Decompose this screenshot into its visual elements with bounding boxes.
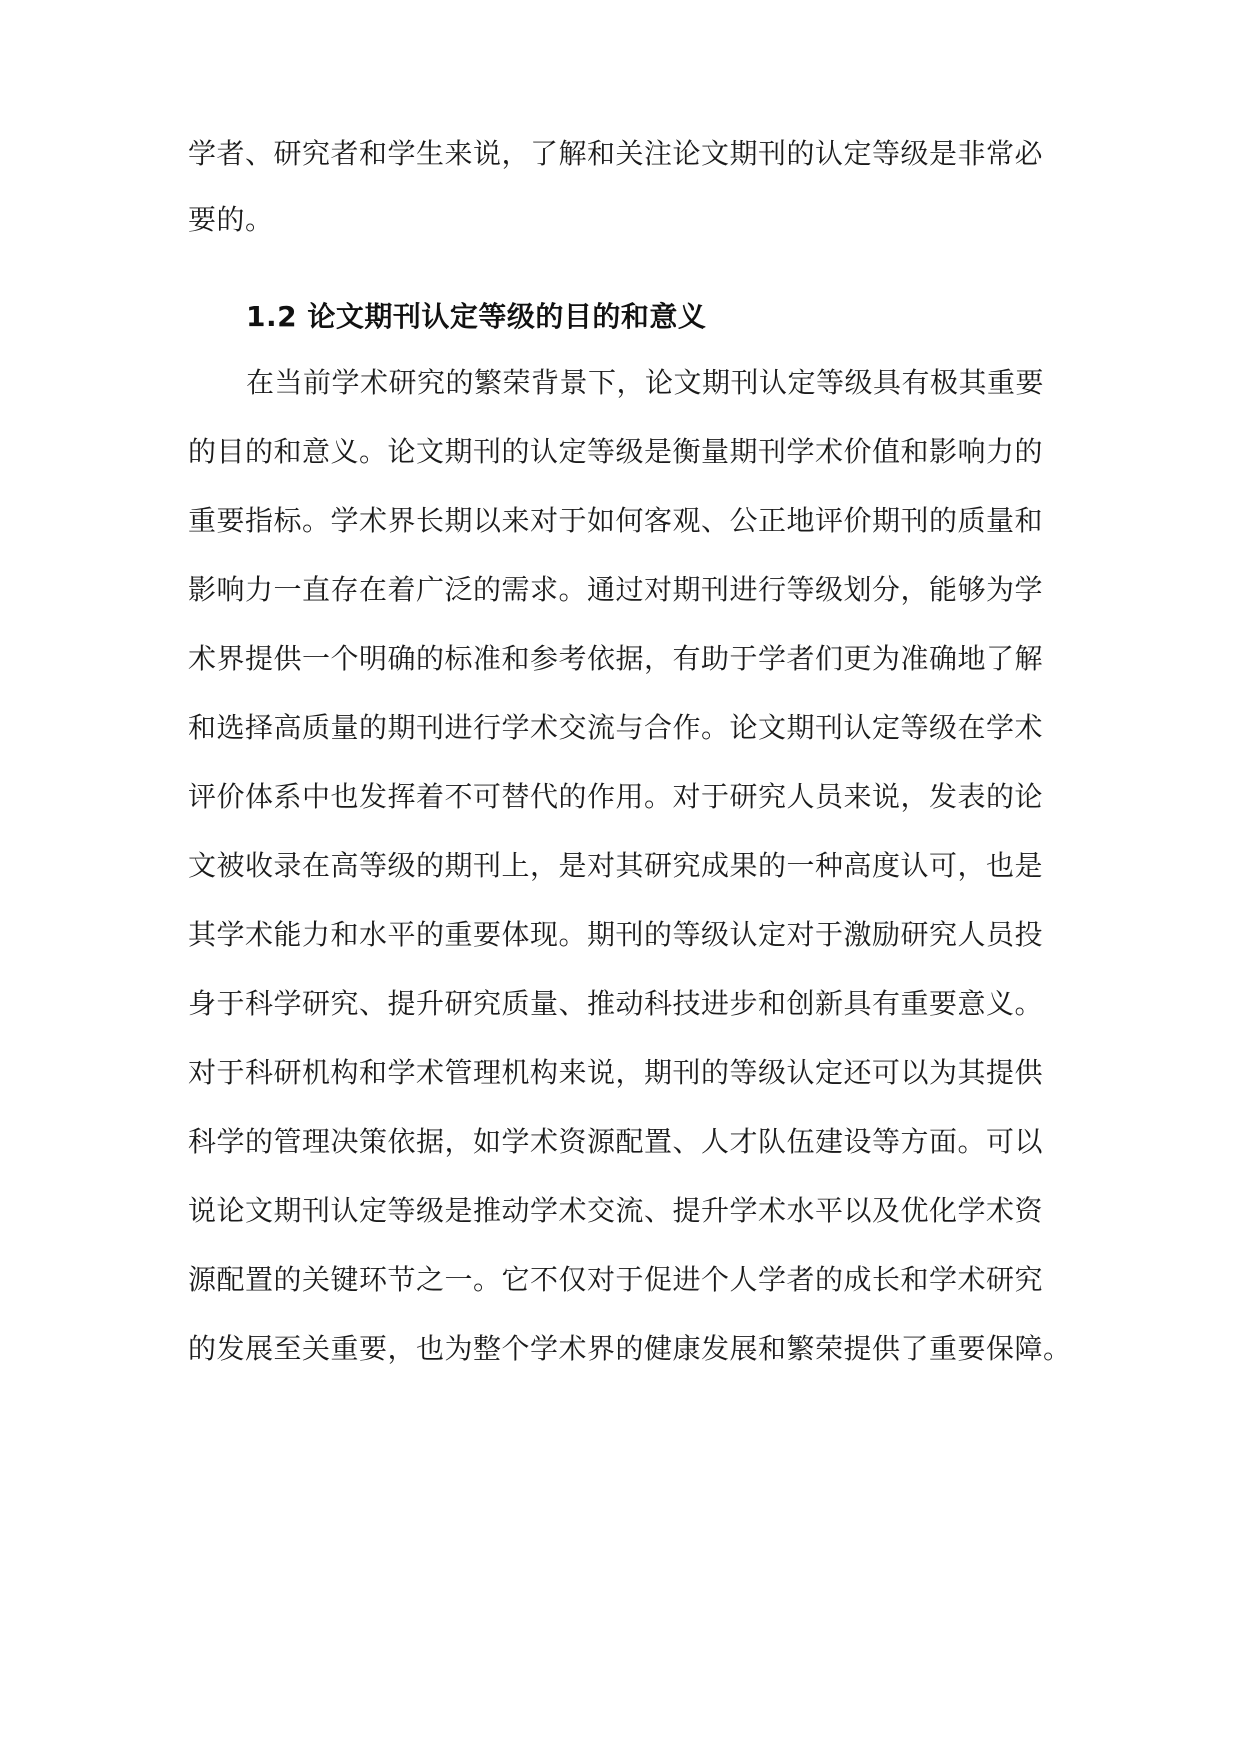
- paragraph-line: 的目的和意义。论文期刊的认定等级是衡量期刊学术价值和影响力的: [188, 435, 1044, 468]
- paragraph-line: 影响力一直存在着广泛的需求。通过对期刊进行等级划分，能够为学: [188, 573, 1044, 606]
- section-heading: 1.2 论文期刊认定等级的目的和意义: [246, 300, 707, 333]
- paragraph-line: 评价体系中也发挥着不可替代的作用。对于研究人员来说，发表的论: [188, 780, 1044, 813]
- paragraph-line: 文被收录在高等级的期刊上，是对其研究成果的一种高度认可，也是: [188, 849, 1044, 882]
- intro-line: 要的。: [188, 203, 274, 236]
- paragraph-line: 其学术能力和水平的重要体现。期刊的等级认定对于激励研究人员投: [188, 918, 1044, 951]
- paragraph-line: 在当前学术研究的繁荣背景下，论文期刊认定等级具有极其重要: [246, 366, 1045, 399]
- paragraph-line: 源配置的关键环节之一。它不仅对于促进个人学者的成长和学术研究: [188, 1263, 1044, 1296]
- paragraph-line: 的发展至关重要，也为整个学术界的健康发展和繁荣提供了重要保障。: [188, 1332, 1072, 1365]
- paragraph-line: 对于科研机构和学术管理机构来说，期刊的等级认定还可以为其提供: [188, 1056, 1044, 1089]
- paragraph-line: 科学的管理决策依据，如学术资源配置、人才队伍建设等方面。可以: [188, 1125, 1044, 1158]
- paragraph-line: 和选择高质量的期刊进行学术交流与合作。论文期刊认定等级在学术: [188, 711, 1044, 744]
- paragraph-line: 术界提供一个明确的标准和参考依据，有助于学者们更为准确地了解: [188, 642, 1044, 675]
- intro-line: 学者、研究者和学生来说，了解和关注论文期刊的认定等级是非常必: [188, 137, 1044, 170]
- paragraph-line: 说论文期刊认定等级是推动学术交流、提升学术水平以及优化学术资: [188, 1194, 1044, 1227]
- paragraph-line: 身于科学研究、提升研究质量、推动科技进步和创新具有重要意义。: [188, 987, 1044, 1020]
- paragraph-line: 重要指标。学术界长期以来对于如何客观、公正地评价期刊的质量和: [188, 504, 1044, 537]
